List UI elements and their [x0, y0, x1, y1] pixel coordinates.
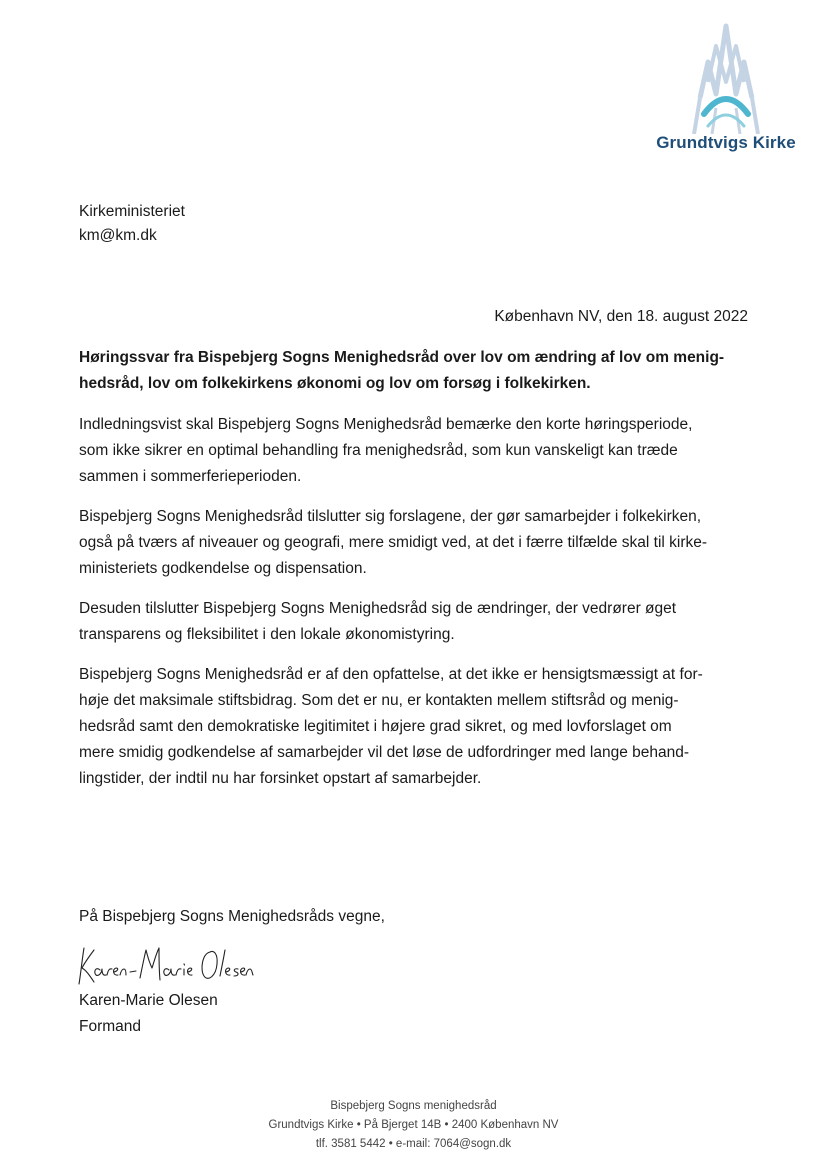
footer-contact: tlf. 3581 5442 • e-mail: 7064@sogn.dk — [315, 1138, 512, 1150]
paragraph-cooperation-support — [79, 504, 751, 582]
letter-footer — [0, 1097, 827, 1154]
recipient-email: km@km.dk — [79, 227, 157, 244]
letter-body — [79, 345, 751, 806]
place-and-date: København NV, den 18. august 2022 — [494, 308, 748, 325]
logo-wordmark: Grundtvigs Kirke — [656, 133, 796, 152]
text-line: sammen i sommerferieperioden. — [79, 468, 302, 485]
letter-subject — [79, 345, 751, 397]
subject-line: Høringssvar fra Bispebjerg Sogns Menighedsråd over lov om ændring af lov om menig- — [79, 349, 725, 366]
paragraph-transparency — [79, 596, 751, 648]
paragraph-diocesan-contribution — [79, 662, 751, 792]
text-line: Bispebjerg Sogns Menighedsråd tilslutter sig forslagene, der gør samarbejder i folkekirken, — [79, 508, 702, 525]
closing-line: På Bispebjerg Sogns Menighedsråds vegne, — [79, 908, 385, 925]
church-logo — [652, 22, 800, 158]
text-line: Desuden tilslutter Bispebjerg Sogns Menighedsråd sig de ændringer, der vedrører øget — [79, 600, 677, 617]
text-line: transparens og fleksibilitet i den lokale økonomistyring. — [79, 626, 455, 643]
recipient-name: Kirkeministeriet — [79, 203, 185, 220]
subject-line: hedsråd, lov om folkekirkens økonomi og lov om forsøg i folkekirken. — [79, 375, 591, 392]
text-line: mere smidig godkendelse af samarbejder vil det løse de udfordringer med lange behand- — [79, 744, 690, 761]
text-line: ministeriets godkendelse og dispensation. — [79, 560, 367, 577]
text-line: Bispebjerg Sogns Menighedsråd er af den opfattelse, at det ikke er hensigtsmæssigt at for- — [79, 666, 703, 683]
text-line: hedsråd samt den demokratiske legitimitet i højere grad sikret, og med lovforslaget om — [79, 718, 672, 735]
text-line: lingstider, der indtil nu har forsinket opstart af samarbejder. — [79, 770, 482, 787]
church-organ-logo-mark — [690, 22, 762, 134]
text-line: høje det maksimale stiftsbidrag. Som det er nu, er kontakten mellem stiftsråd og menig- — [79, 692, 679, 709]
text-line: som ikke sikrer en optimal behandling fra menighedsråd, som kun vanskeligt kan træde — [79, 442, 678, 459]
signer-name: Karen-Marie Olesen — [79, 992, 218, 1009]
footer-address: Grundtvigs Kirke • På Bjerget 14B • 2400 København NV — [268, 1119, 559, 1131]
text-line: også på tværs af niveauer og geografi, mere smidigt ved, at det i færre tilfælde skal til kirke- — [79, 534, 708, 551]
paragraph-short-hearing-period — [79, 412, 751, 490]
footer-organization: Bispebjerg Sogns menighedsråd — [330, 1100, 497, 1112]
text-line: Indledningsvist skal Bispebjerg Sogns Menighedsråd bemærke den korte høringsperiode, — [79, 416, 693, 433]
signer-block — [79, 988, 218, 1040]
handwritten-signature — [74, 942, 254, 988]
signer-title: Formand — [79, 1018, 142, 1035]
recipient-block — [79, 200, 185, 248]
